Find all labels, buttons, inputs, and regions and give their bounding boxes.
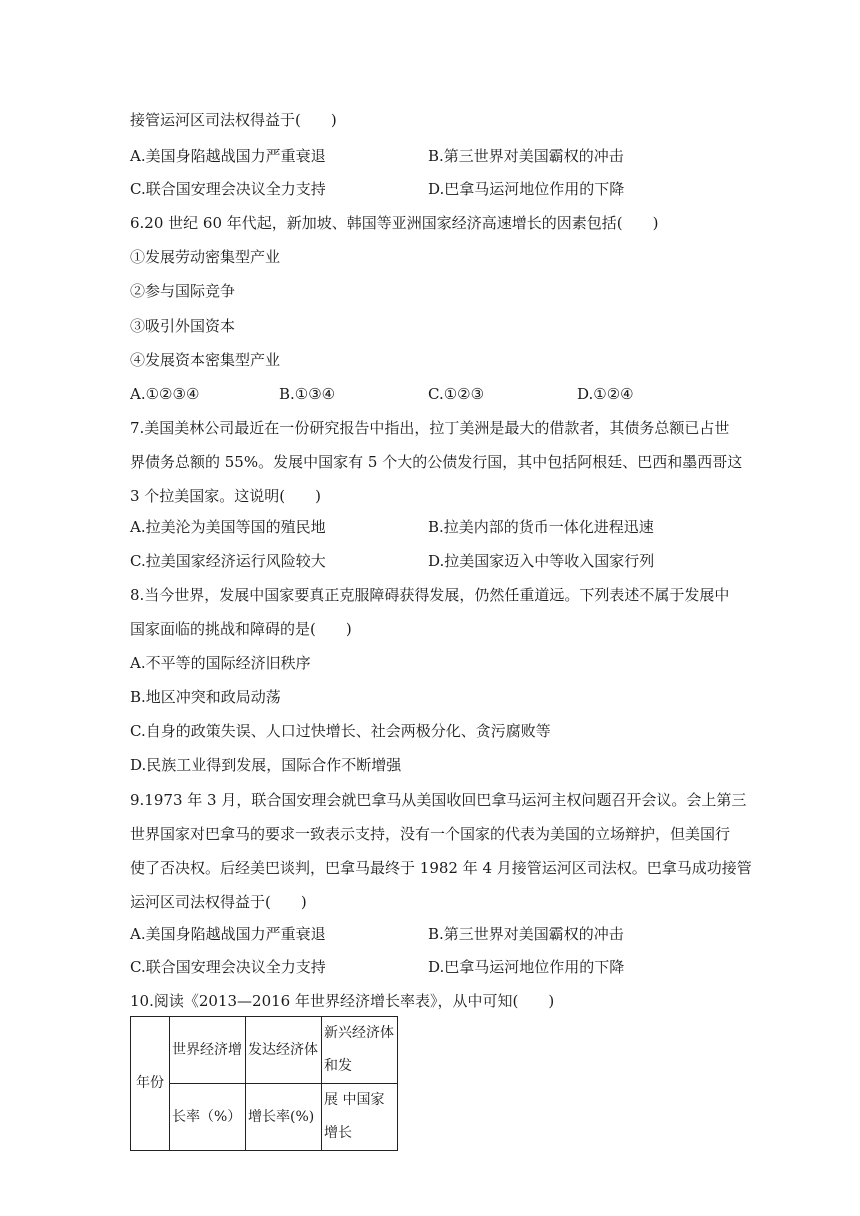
question-7-line-3: 3 个拉美国家。这说明( ) [130,487,322,505]
q6-item-4: ④发展资本密集型产业 [130,351,281,369]
q8-option-a: A.不平等的国际经济旧秩序 [130,654,311,672]
q6-option-a: A.①②③④ [130,385,200,403]
table-header-row-2 [131,1084,398,1151]
q7-option-c: C.拉美国家经济运行风险较大 [130,552,326,570]
q6-option-c: C.①②③ [428,385,485,403]
q5-option-d: D.巴拿马运河地位作用的下降 [428,180,625,198]
question-5-tail: 接管运河区司法权得益于( ) [130,111,337,129]
question-9-line-3: 使了否决权。后经美巴谈判，巴拿马最终于 1982 年 4 月接管运河区司法权。巴拿马成功接管 [130,859,752,877]
header-year: 年份 [131,1017,170,1151]
header-world-growth-a: 世界经济增 [170,1017,246,1084]
q5-option-b: B.第三世界对美国霸权的冲击 [428,147,624,165]
q7-option-a: A.拉美沦为美国等国的殖民地 [130,518,326,536]
q6-option-b: B.①③④ [279,385,336,403]
growth-rate-table [130,1016,398,1151]
q6-option-d: D.①②④ [577,385,634,403]
q6-item-3: ③吸引外国资本 [130,317,236,335]
q8-option-c: C.自身的政策失误、人口过快增长、社会两极分化、贪污腐败等 [130,722,551,740]
q8-option-d: D.民族工业得到发展，国际合作不断增强 [130,756,402,774]
header-developed-growth-a: 发达经济体 [246,1017,322,1084]
header-developed-growth-b: 增长率(%) [246,1084,322,1151]
q6-item-1: ①发展劳动密集型产业 [130,248,281,266]
question-9-line-1: 9.1973 年 3 月，联合国安理会就巴拿马从美国收回巴拿马运河主权问题召开会议。会上第三 [130,791,747,809]
q7-option-d: D.拉美国家迈入中等收入国家行列 [428,552,655,570]
header-emerging-growth-a: 新兴经济体和发 [322,1017,398,1084]
header-world-growth-b: 长率（%） [170,1084,246,1151]
question-6-stem: 6.20 世纪 60 年代起，新加坡、韩国等亚洲国家经济高速增长的因素包括( ) [130,214,659,232]
header-emerging-growth-b: 展 中国家增长 [322,1084,398,1151]
q8-option-b: B.地区冲突和政局动荡 [130,688,281,706]
question-7-line-1: 7.美国美林公司最近在一份研究报告中指出，拉丁美洲是最大的借款者，其债务总额已占世 [130,419,730,437]
question-7-line-2: 界债务总额的 55%。发展中国家有 5 个大的公债发行国，其中包括阿根廷、巴西和墨西哥这 [130,453,743,471]
q9-option-c: C.联合国安理会决议全力支持 [130,958,326,976]
question-8-line-1: 8.当今世界，发展中国家要真正克服障碍获得发展，仍然任重道远。下列表述不属于发展中 [130,586,730,604]
q5-option-c: C.联合国安理会决议全力支持 [130,180,326,198]
question-9-line-2: 世界国家对巴拿马的要求一致表示支持，没有一个国家的代表为美国的立场辩护，但美国行 [130,825,731,843]
q9-option-d: D.巴拿马运河地位作用的下降 [428,958,625,976]
question-8-line-2: 国家面临的挑战和障碍的是( ) [130,620,352,638]
question-9-line-4: 运河区司法权得益于( ) [130,893,307,911]
q7-option-b: B.拉美内部的货币一体化进程迅速 [428,518,654,536]
q9-option-b: B.第三世界对美国霸权的冲击 [428,925,624,943]
q5-option-a: A.美国身陷越战国力严重衰退 [130,147,326,165]
table-header-row [131,1017,398,1084]
question-10-stem: 10.阅读《2013—2016 年世界经济增长率表》，从中可知( ) [130,992,555,1010]
q9-option-a: A.美国身陷越战国力严重衰退 [130,925,326,943]
q6-item-2: ②参与国际竞争 [130,282,236,300]
